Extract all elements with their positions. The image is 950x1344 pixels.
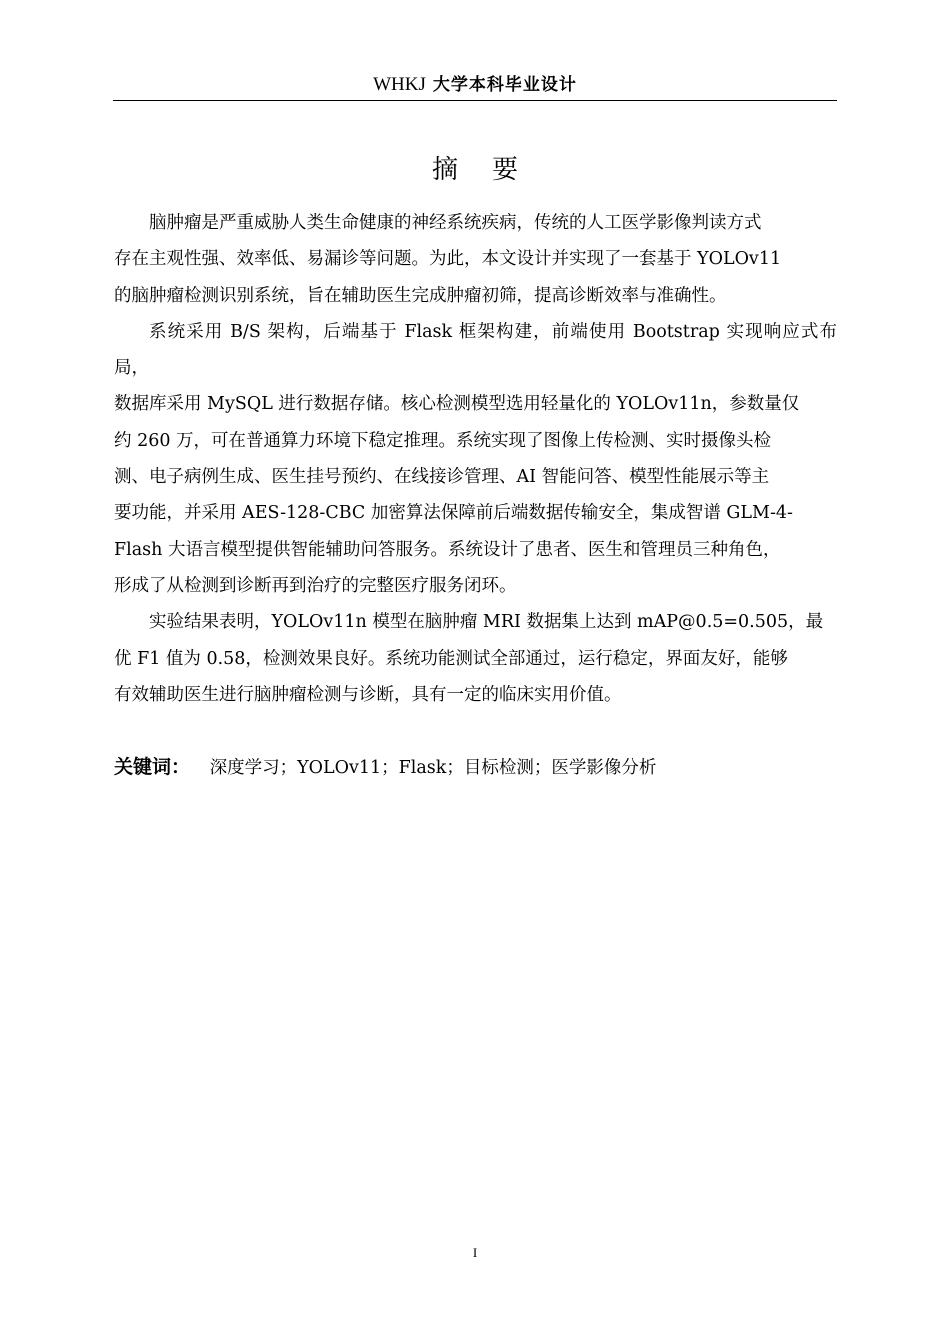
paragraph-line: 的脑肿瘤检测识别系统，旨在辅助医生完成肿瘤初筛，提高诊断效率与准确性。 <box>114 285 727 306</box>
paragraph-line: 脑肿瘤是严重威胁人类生命健康的神经系统疾病，传统的人工医学影像判读方式 <box>149 213 762 233</box>
abstract-paragraph-2 <box>114 314 837 604</box>
paragraph-line: 约 260 万，可在普通算力环境下稳定推理。系统实现了图像上传检测、实时摄像头检 <box>114 430 772 451</box>
keywords-text: 深度学习；YOLOv11；Flask；目标检测；医学影像分析 <box>209 758 657 778</box>
keywords-section <box>114 750 837 785</box>
abstract-title: 摘要 <box>431 155 552 185</box>
keywords-label: 关键词： <box>114 756 191 778</box>
header-school-name: WHKJ <box>373 74 426 95</box>
page-number: I <box>472 1245 478 1260</box>
paragraph-line: 测、电子病例生成、医生挂号预约、在线接诊管理、AI 智能问答、模型性能展示等主 <box>114 467 770 488</box>
header-title: 大学本科毕业设计 <box>432 75 577 95</box>
paragraph-line: 形成了从检测到诊断再到治疗的完整医疗服务闭环。 <box>114 575 517 596</box>
abstract-body <box>114 205 837 713</box>
paragraph-line: 存在主观性强、效率低、易漏诊等问题。为此，本文设计并实现了一套基于 YOLOv11 <box>114 249 782 270</box>
abstract-paragraph-1 <box>114 205 837 314</box>
abstract-paragraph-3 <box>114 604 837 713</box>
paragraph-line: 要功能，并采用 AES-128-CBC 加密算法保障前后端数据传输安全，集成智谱 GLM-4- <box>114 503 793 524</box>
paragraph-line: 实验结果表明，YOLOv11n 模型在脑肿瘤 MRI 数据集上达到 mAP@0.5=0.505，最 <box>149 612 824 633</box>
page-header <box>113 70 837 101</box>
paragraph-line: 系统采用 B/S 架构，后端基于 Flask 框架构建，前端使用 Bootstrap 实现响应式布局， <box>114 321 837 379</box>
paragraph-line: 优 F1 值为 0.58，检测效果良好。系统功能测试全部通过，运行稳定，界面友好，能够 <box>114 648 788 669</box>
paragraph-line: Flash 大语言模型提供智能辅助问答服务。系统设计了患者、医生和管理员三种角色， <box>114 539 781 560</box>
paragraph-line: 数据库采用 MySQL 进行数据存储。核心检测模型选用轻量化的 YOLOv11n，参数量仅 <box>114 394 800 415</box>
paragraph-line: 有效辅助医生进行脑肿瘤检测与诊断，具有一定的临床实用价值。 <box>114 684 622 705</box>
